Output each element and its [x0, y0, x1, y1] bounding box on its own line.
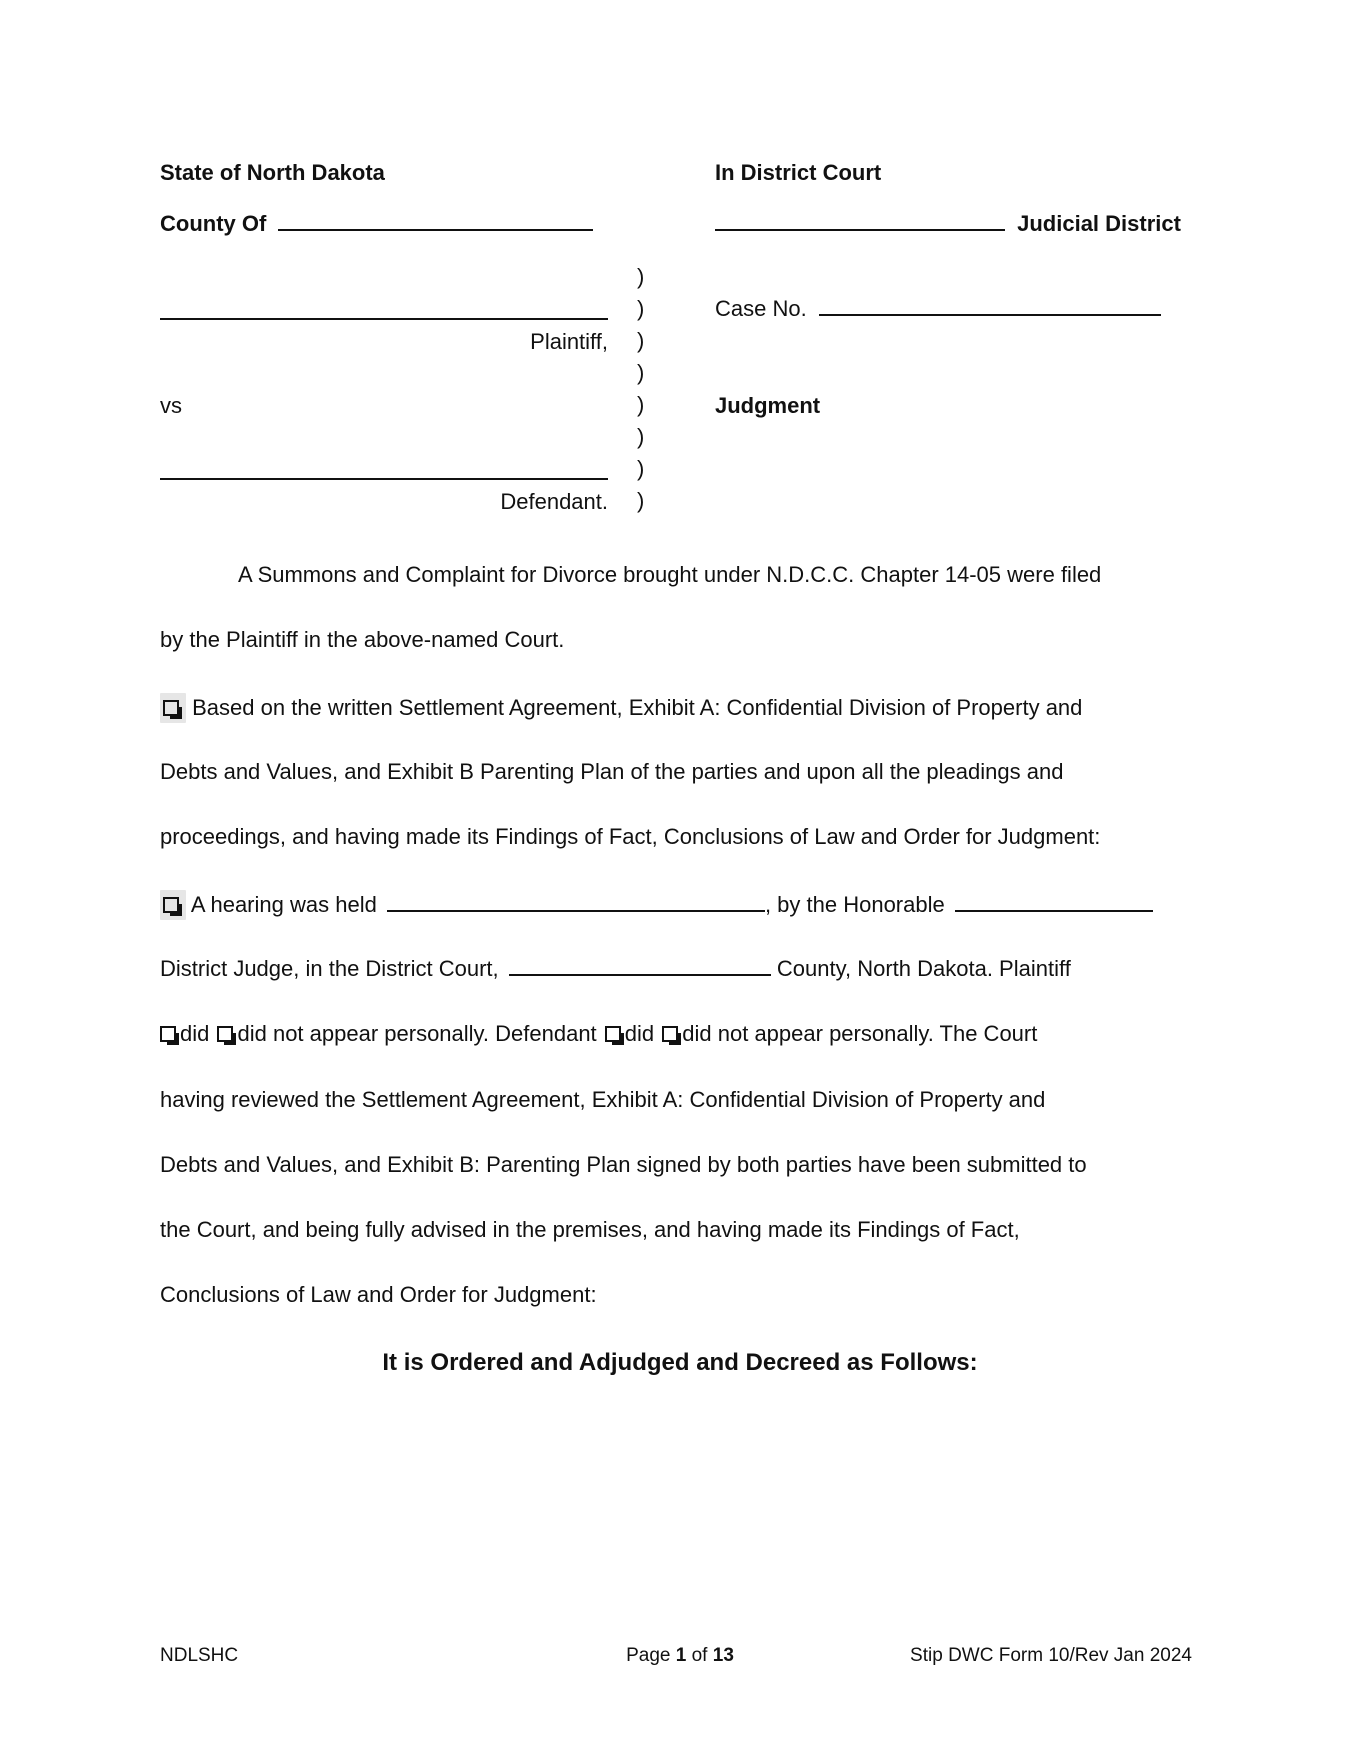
paren-mark: ) [637, 456, 645, 481]
vs-label: vs [160, 393, 182, 418]
page-of: of [691, 1645, 708, 1666]
case-number-blank[interactable] [819, 314, 1161, 316]
hearing-text: A hearing was held [190, 892, 377, 917]
county-label: County Of [160, 211, 267, 236]
ordered-heading: It is Ordered and Adjudged and Decreed as Follows: [382, 1349, 978, 1376]
paren-mark: ) [637, 360, 645, 385]
state-label: State of North Dakota [160, 160, 385, 185]
defendant-did-not-label: did not appear personally. The Court [682, 1021, 1038, 1046]
defendant-did-checkbox[interactable] [605, 1026, 621, 1042]
judicial-district-row [715, 211, 1181, 237]
case-number-row [715, 296, 1161, 322]
paren-mark: ) [637, 264, 645, 289]
page-current: 1 [675, 1645, 687, 1666]
paren-mark: ) [637, 424, 645, 449]
caption-parenthesis-column [637, 261, 651, 517]
checkbox-icon [163, 897, 179, 913]
plaintiff-name-row [160, 300, 608, 326]
county-name-blank[interactable] [509, 974, 771, 976]
option2-line-3 [160, 1021, 1037, 1047]
defendant-did-not-checkbox[interactable] [662, 1026, 678, 1042]
plaintiff-label: Plaintiff, [530, 329, 608, 354]
paren-mark: ) [637, 296, 645, 321]
hearing-date-blank[interactable] [387, 910, 765, 912]
option2-line-5: Debts and Values, and Exhibit B: Parenting Plan signed by both parties have been submitted to [160, 1152, 1087, 1177]
option1-line-3: proceedings, and having made its Findings of Fact, Conclusions of Law and Order for Judgment: [160, 824, 1101, 849]
intro-line-2: by the Plaintiff in the above-named Court. [160, 627, 565, 652]
footer-left: NDLSHC [160, 1645, 239, 1666]
option2-line-4: having reviewed the Settlement Agreement, Exhibit A: Confidential Division of Property and [160, 1087, 1046, 1112]
option2-line-7: Conclusions of Law and Order for Judgment: [160, 1282, 597, 1307]
option1-line-2: Debts and Values, and Exhibit B Parenting Plan of the parties and upon all the pleadings and [160, 759, 1064, 784]
defendant-name-row [160, 460, 608, 486]
option2-line-1 [160, 890, 1153, 920]
option1-checkbox[interactable] [160, 693, 186, 723]
district-court-text: District Judge, in the District Court, [160, 956, 499, 981]
court-label: In District Court [715, 160, 882, 185]
document-title: Judgment [715, 393, 821, 418]
page-prefix: Page [626, 1645, 671, 1666]
checkbox-icon [163, 700, 179, 716]
defendant-name-blank[interactable] [160, 478, 608, 480]
intro-line-1: A Summons and Complaint for Divorce brought under N.D.C.C. Chapter 14-05 were filed [238, 562, 1102, 587]
page-total: 13 [712, 1645, 734, 1666]
plaintiff-did-not-checkbox[interactable] [217, 1026, 233, 1042]
judicial-district-label: Judicial District [1017, 211, 1181, 236]
option1-text: Based on the written Settlement Agreement, Exhibit A: Confidential Division of Property and [192, 695, 1083, 720]
option1-line-1 [160, 693, 1082, 723]
paren-mark: ) [637, 328, 645, 353]
plaintiff-name-blank[interactable] [160, 318, 608, 320]
honorable-text: , by the Honorable [764, 892, 945, 917]
defendant-did-label: did [624, 1021, 655, 1046]
paren-mark: ) [637, 488, 645, 513]
judicial-district-blank[interactable] [715, 229, 1005, 231]
judge-name-blank[interactable] [955, 910, 1153, 912]
case-number-label: Case No. [715, 296, 807, 321]
plaintiff-did-checkbox[interactable] [160, 1026, 176, 1042]
option2-line-2 [160, 956, 1071, 982]
paren-mark: ) [637, 392, 645, 417]
county-nd-text: County, North Dakota. Plaintiff [776, 956, 1071, 981]
defendant-label: Defendant. [500, 489, 608, 514]
plaintiff-did-not-label: did not appear personally. Defendant [237, 1021, 597, 1046]
footer-right: Stip DWC Form 10/Rev Jan 2024 [910, 1645, 1192, 1666]
county-blank[interactable] [278, 229, 593, 231]
option2-line-6: the Court, and being fully advised in the premises, and having made its Findings of Fact, [160, 1217, 1020, 1242]
option2-checkbox[interactable] [160, 890, 186, 920]
plaintiff-did-label: did [180, 1021, 210, 1046]
county-row [160, 211, 593, 237]
